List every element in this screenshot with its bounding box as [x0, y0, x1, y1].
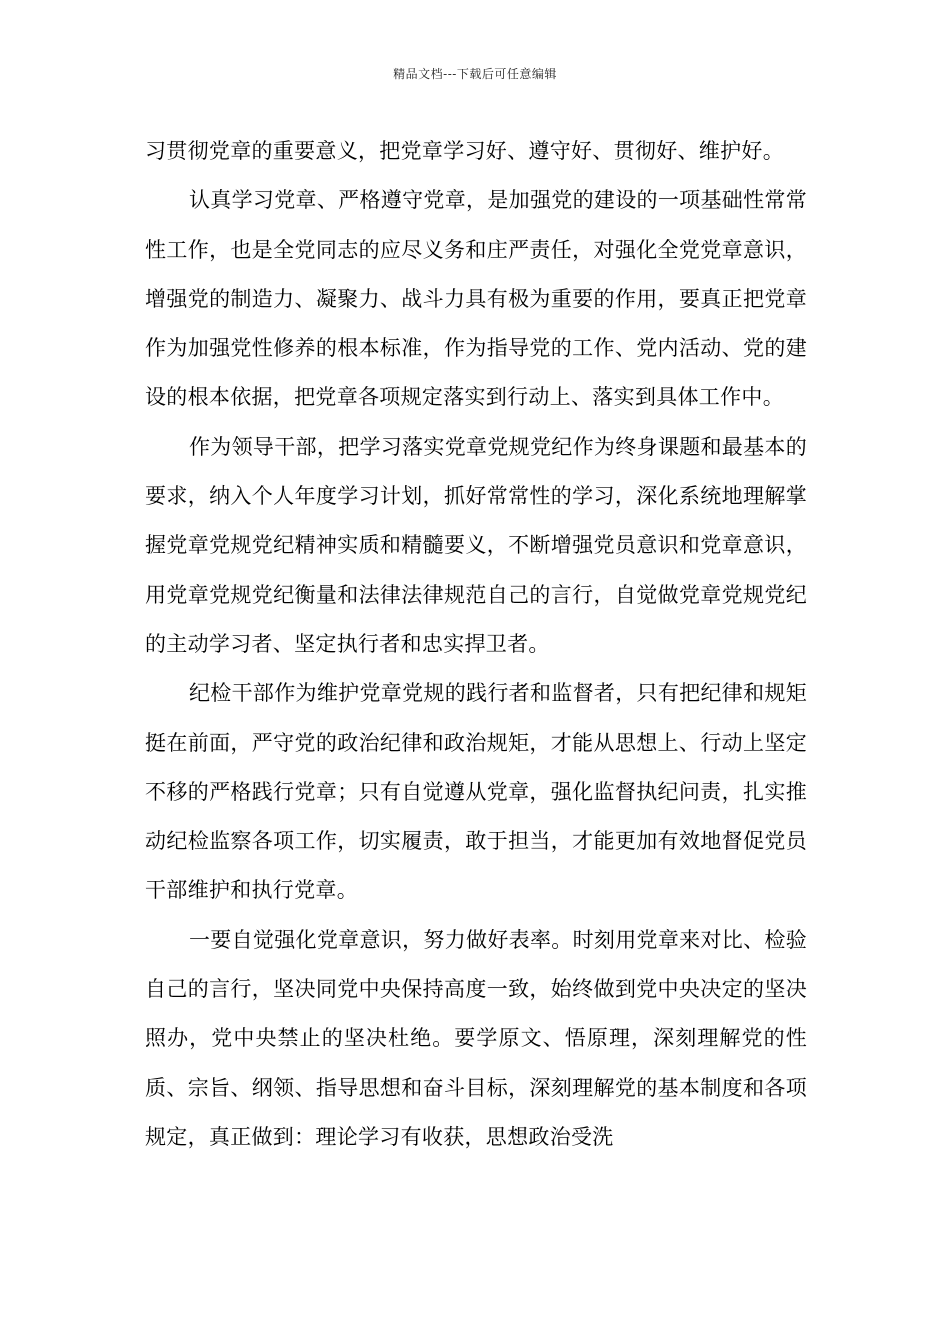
document-body	[145, 127, 807, 1162]
paragraph: 习贯彻党章的重要意义，把党章学习好、遵守好、贯彻好、维护好。	[145, 139, 784, 163]
paragraph: 认真学习党章、严格遵守党章，是加强党的建设的一项基础性常常性工作，也是全党同志的应尽义务和庄严责任，对强化全党党章意识，增强党的制造力、凝聚力、战斗力具有极为重要的作用，要真正把党章作为加强党性修养的根本标准，作为指导党的工作、党内活动、党的建设的根本依据，把党章各项规定落实到行动上、落实到具体工作中。	[145, 188, 807, 410]
page-header: 精品文档---下载后可任意编辑	[393, 67, 557, 81]
paragraph: 一要自觉强化党章意识，努力做好表率。时刻用党章来对比、检验自己的言行，坚决同党中央保持高度一致，始终做到党中央决定的坚决照办，党中央禁止的坚决杜绝。要学原文、悟原理，深刻理解党的性质、宗旨、纲领、指导思想和奋斗目标，深刻理解党的基本制度和各项规定，真正做到：理论学习有收获，思想政治受洗	[145, 927, 807, 1149]
paragraph: 作为领导干部，把学习落实党章党规党纪作为终身课题和最基本的要求，纳入个人年度学习计划，抓好常常性的学习，深化系统地理解掌握党章党规党纪精神实质和精髓要义，不断增强党员意识和党章意识，用党章党规党纪衡量和法律法律规范自己的言行，自觉做党章党规党纪的主动学习者、坚定执行者和忠实捍卫者。	[145, 434, 807, 656]
paragraph: 纪检干部作为维护党章党规的践行者和监督者，只有把纪律和规矩挺在前面，严守党的政治纪律和政治规矩，才能从思想上、行动上坚定不移的严格践行党章；只有自觉遵从党章，强化监督执纪问责，扎实推动纪检监察各项工作，切实履责，敢于担当，才能更加有效地督促党员干部维护和执行党章。	[145, 681, 807, 903]
